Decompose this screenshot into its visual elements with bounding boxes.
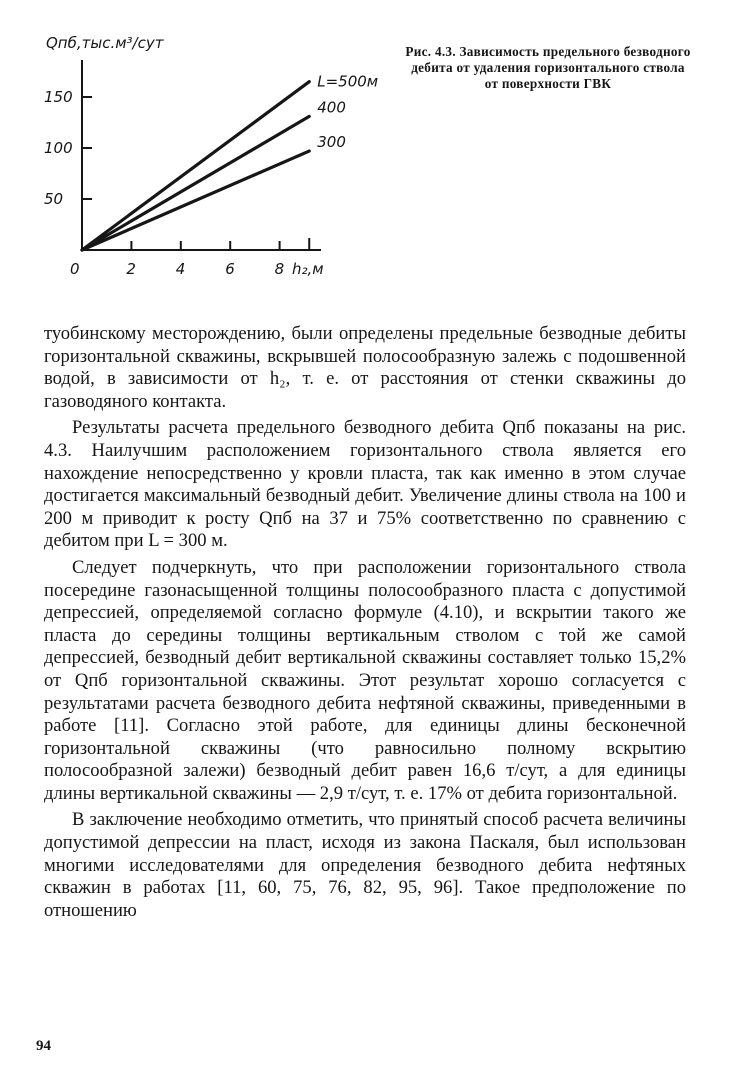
x-tick-label-0: 0: [70, 260, 80, 278]
series-label-2: 400: [317, 98, 346, 117]
figure-caption: Рис. 4.3. Зависимость предельного безводного дебита от удаления горизонтального ствола от поверхности ГВК: [405, 44, 691, 91]
paragraph-4: В заключение необходимо отметить, что принятый способ расчета величины допустимой депрессии на пласт, исходя из закона Паскаля, был использован многими исследователями для определения безводного дебита нефтяных скважин в работах [11, 60, 75, 76, 82, 95, 96]. Такое предположение по отношению: [44, 809, 686, 921]
y-tick-label-100: 100: [44, 139, 73, 157]
y-tick-label-150: 150: [44, 88, 73, 106]
figure-4-3-chart: [30, 28, 390, 288]
paragraph-2: Результаты расчета предельного безводного дебита Qпб показаны на рис. 4.3. Наилучшим расположением горизонтального ствола является его нахождение непосредственно у кровли пласта, так как именно в этом случае достигается максимальный безводный дебит. Увеличение длины ствола на 100 и 200 м приводит к росту Qпб на 37 и 75% соответственно по сравнению с дебитом при L = 300 м.: [44, 417, 686, 552]
x-axis-label: h₂,м: [292, 260, 324, 278]
x-tick-label-8: 8: [274, 260, 285, 278]
x-tick-label-2: 2: [126, 260, 136, 278]
body-text: [44, 323, 686, 922]
paragraph-3: Следует подчеркнуть, что при расположении горизонтального ствола посередине газонасыщенной толщины полосообразного пласта с допустимой депрессией, определяемой согласно формуле (4.10), и вскрытии такого же пласта до середины толщины вертикальным стволом с той же самой депрессией, безводный дебит вертикальной скважины составляет только 15,2% от Qпб горизонтальной скважины. Этот результат хорошо согласуется с результатами расчета безводного дебита нефтяной скважины, приведенными в работе [11]. Согласно этой работе, для единицы длины бесконечной горизонтальной скважины (что равносильно полному вскрытию полосообразной залежи) безводный дебит равен 16,6 т/сут, а для единицы длины вертикальной скважины — 2,9 т/сут, т. е. 17% от дебита горизонтальной.: [44, 556, 686, 804]
y-tick-label-50: 50: [44, 190, 64, 208]
paragraph-1: туобинскому месторождению, были определены предельные безводные дебиты горизонтальной скважины, вскрывшей полосообразную залежь с подошвенной водой, в зависимости от h₂, т. е. от расстояния от стенки скважины до газоводяного контакта.: [44, 323, 686, 412]
x-tick-label-6: 6: [225, 260, 235, 278]
series-line-2: [82, 116, 309, 250]
y-axis-label: Qпб,тыс.м³/сут: [46, 34, 164, 52]
series-label-1: L=500м: [317, 72, 379, 91]
series-label-3: 300: [317, 133, 346, 152]
page-number: 94: [36, 1038, 51, 1054]
x-tick-label-4: 4: [175, 260, 186, 278]
data-series: [82, 73, 378, 250]
